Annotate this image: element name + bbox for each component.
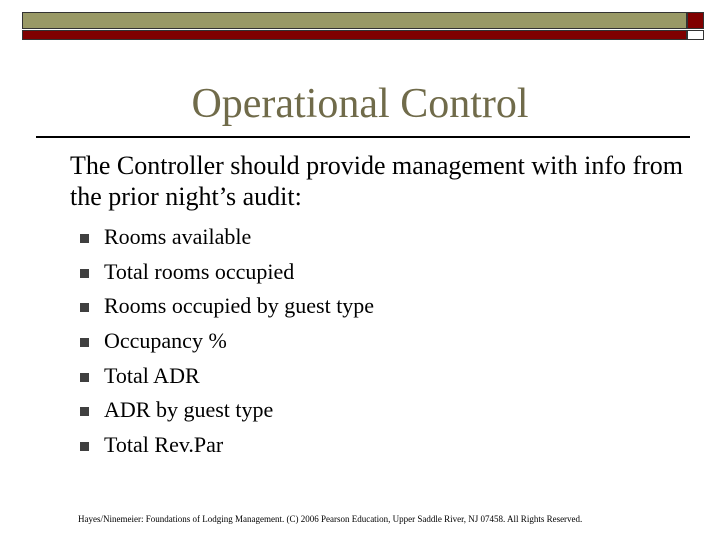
bullet-list [80,222,374,465]
square-bullet-icon [80,269,89,278]
bullet-item [80,291,374,326]
bullet-item [80,257,374,292]
bullet-item [80,430,374,465]
corner-block-white [687,30,704,40]
bullet-item [80,395,374,430]
slide-title: Operational Control [191,81,529,127]
bullet-label: Total ADR [104,362,200,388]
square-bullet-icon [80,303,89,312]
square-bullet-icon [80,407,89,416]
square-bullet-icon [80,442,89,451]
copyright-footer: Hayes/Ninemeier: Foundations of Lodging Management. (C) 2006 Pearson Education, Upper Saddle River, NJ 07458. All Rights Reserved. [78,514,583,524]
bullet-label: Occupancy % [104,328,227,354]
bullet-label: Total Rev.Par [104,432,224,458]
bullet-item [80,222,374,257]
square-bullet-icon [80,373,89,382]
bullet-label: Rooms available [104,224,252,249]
corner-block-red [687,12,704,29]
header-bar-red [22,30,687,40]
bullet-item [80,361,374,396]
intro-text: The Controller should provide management with info from the prior night’s audit: [70,151,684,211]
bullet-label: ADR by guest type [104,397,274,423]
square-bullet-icon [80,338,89,347]
header-bar-olive [22,12,687,29]
bullet-label: Total rooms occupied [104,258,295,284]
square-bullet-icon [80,234,89,243]
bullet-label: Rooms occupied by guest type [104,293,375,319]
bullet-item [80,326,374,361]
title-divider [36,136,690,138]
